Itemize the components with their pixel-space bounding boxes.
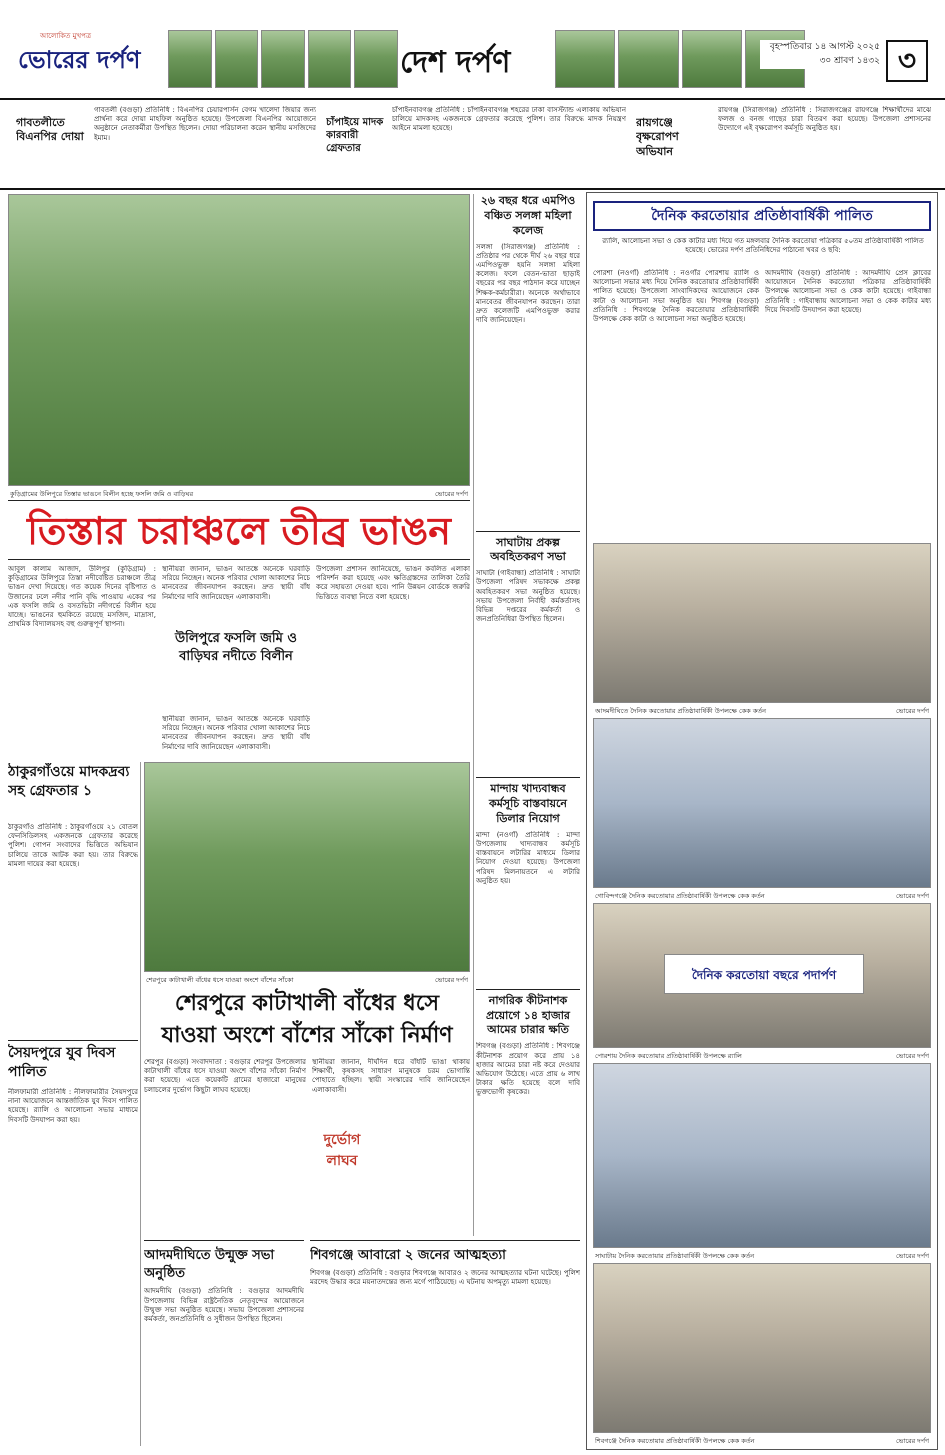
bottom-story-2 [310,1240,580,1445]
anniversary-caption-3: পোরশায় দৈনিক করতোয়ার প্রতিষ্ঠাবার্ষিকী উপলক্ষে র‍্যালি [595,1052,742,1060]
lead-caption-text: কুড়িগ্রামের উলিপুরে তিস্তার ভাঙনে বিলীন হচ্ছে ফসলি জমি ও বাড়িঘর [10,490,194,498]
anniversary-intro: র‍্যালি, আলোচনা সভা ও কেক কাটার মধ্য দিয়ে গত মঙ্গলবার দৈনিক করতোয়া পত্রিকার ৫০তম প্রতিষ্ঠাবার্ষিকী পালিত হয়েছে। ভোরের দর্পণ প্রতিনিধিদের পাঠানো খবর ও ছবি: [602,237,924,255]
bottom-story-1-text: আদমদীঘি (বগুড়া) প্রতিনিধি : বগুড়ার আদমদীঘি উপজেলায় বিভিন্ন রাষ্ট্রনৈতিক নেতৃবৃন্দের আয়োজনে উন্মুক্ত সভা অনুষ্ঠিত হয়েছে। সভায় উপজেলা প্রশাসনের কর্মকর্তা, জনপ্রতিনিধি ও সুধীজন উপস্থিত ছিলেন। [144,1287,304,1324]
logo: ভোরের দর্পণ [18,46,141,74]
anniversary-credit-2: ভোরের দর্পণ [896,892,929,900]
lead-subhead: উলিপুরে ফসলি জমি ও বাড়িঘর নদীতে বিলীন [175,631,297,665]
col2-story-1-headline: ২৬ বছর ধরে এমপিও বঞ্চিত সলঙ্গা মহিলা কলেজ [480,194,576,237]
anniversary-photo-5-caption [595,1436,929,1447]
anniversary-photo-3 [593,903,931,1048]
col2-story-4-headline: নাগরিক কীটনাশক প্রয়োগে ১৪ হাজার আমের চারার ক্ষতি [476,989,580,1039]
bridge-photo [144,762,470,972]
anniversary-caption-5: শিবগঞ্জে দৈনিক করতোয়ার প্রতিষ্ঠাবার্ষিকী উপলক্ষে কেক কর্তন [595,1437,755,1445]
anniversary-credit-1: ভোরের দর্পণ [896,707,929,715]
anniversary-photo-1 [593,543,931,703]
top-strip [0,102,945,190]
date-block [760,40,880,69]
anniversary-section [586,192,938,1450]
col2-story-2-headline: সাঘাটায় প্রকল্প অবহিতকরণ সভা [476,531,580,566]
masthead-photo-strip [168,30,398,88]
anniversary-photo-4-caption [595,1251,929,1262]
lead-text-3: উপজেলা প্রশাসন জানিয়েছে, ভাঙন কবলিত এলাকা পরিদর্শন করা হয়েছে এবং ক্ষতিগ্রস্তদের তালিকা তৈরি করে সহায়তা দেওয়া হবে। পানি উন্নয়ন বোর্ডকে জরুরি ভিত্তিতে ব্যবস্থা নিতে বলা হয়েছে। [316,565,470,601]
logo-tagline: আলোকিত মুখপত্র [40,32,91,40]
anniversary-photo-2-caption [595,891,929,902]
anniversary-photo-1-caption [595,706,929,717]
top-story-2-text: চাঁপাইনবাবগঞ্জ প্রতিনিধি : চাঁপাইনবাবগঞ্জ শহরের ঢাকা বাসস্ট্যান্ড এলাকায় অভিযান চালিয়ে মাদকসহ একজনকে গ্রেফতার করেছে পুলিশ। তার বিরুদ্ধে মাদক নিয়ন্ত্রণ আইনে মামলা হয়েছে। [392,106,626,133]
anniversary-photo-4 [593,1063,931,1248]
bottom-story-2-headline: শিবগঞ্জে আবারো ২ জনের আত্মহত্যা [310,1248,506,1263]
bridge-caption-credit: ভোরের দর্পণ [435,976,468,984]
saidpur-text: নীলফামারী প্রতিনিধি : নীলফামারীর সৈয়দপুরে নানা আয়োজনে আন্তর্জাতিক যুব দিবস পালিত হয়েছে। র‍্যালি ও আলোচনা সভার মাধ্যমে দিবসটি উদযাপন করা হয়। [8,1088,138,1124]
anniversary-caption-4: সাঘাটায় দৈনিক করতোয়ার প্রতিষ্ঠাবার্ষিকী উপলক্ষে কেক কর্তন [595,1252,755,1260]
bridge-text-2: স্থানীয়রা জানান, দীর্ঘদিন ধরে বাঁধটি ভাঙা থাকায় শিক্ষার্থী, কৃষকসহ সাধারণ মানুষকে চরম ভোগান্তি পোহাতে হচ্ছিল। স্থায়ী সংস্কারের দাবি জানিয়েছেন এলাকাবাসী। [312,1058,470,1094]
top-story-1 [16,106,316,186]
masthead [0,0,945,100]
top-story-2 [326,106,626,186]
top-story-2-headline: চাঁপাইয়ে মাদক কারবারী গ্রেফতার [326,117,384,154]
lead-text-1: আবুল কালাম আজাদ, উলিপুর (কুড়িগ্রাম) : কুড়িগ্রামের উলিপুরে তিস্তা নদীবেষ্টিত চরাঞ্চলে তীব্র ভাঙন দেখা দিয়েছে। গত কয়েক দিনের বৃষ্টিপাত ও উজানের ঢলে নদীর পানি বৃদ্ধি পাওয়ায় একের পর এক ফসলি জমি ও বসতভিটা নদীগর্ভে বিলীন হয়ে যাচ্ছে। ভাঙনের হুমকিতে রয়েছে মসজিদ, মাদ্রাসা, প্রাথমিক বিদ্যালয়সহ বহু গুরুত্বপূর্ণ স্থাপনা। [8,565,156,629]
anniversary-caption-2: গোবিন্দগঞ্জে দৈনিক করতোয়ার প্রতিষ্ঠাবার্ষিকী উপলক্ষে কেক কর্তন [595,892,765,900]
top-story-1-text: গাবতলী (বগুড়া) প্রতিনিধি : বিএনপির চেয়ারপার্সন বেগম খালেদা জিয়ার জন্য প্রার্থনা করে দোয়া মাহফিল অনুষ্ঠিত হয়েছে। উপজেলা বিএনপির আয়োজনে অনুষ্ঠানে নেতাকর্মীরা উপস্থিত ছিলেন। দোয়া পরিচালনা করেন স্থানীয় মসজিদের ইমাম। [94,106,316,142]
col2-story-2-text: সাঘাটা (গাইবান্ধা) প্রতিনিধি : সাঘাটা উপজেলা পরিষদ সভাকক্ষে প্রকল্প অবহিতকরণ সভা অনুষ্ঠিত হয়েছে। সভায় উপজেলা নির্বাহী কর্মকর্তাসহ বিভিন্ন দপ্তরের কর্মকর্তা ও জনপ্রতিনিধিরা উপস্থিত ছিলেন। [476,569,580,624]
col2-story-4-text: শিবগঞ্জ (বগুড়া) প্রতিনিধি : শিবগঞ্জে কীটনাশক প্রয়োগ করে প্রায় ১৪ হাজার আমের চারা নষ্ট করে দেওয়ার অভিযোগ উঠেছে। এতে প্রায় ৬ লাখ টাকার ক্ষতি হয়েছে বলে দাবি ভুক্তভোগী কৃষকের। [476,1042,580,1097]
anniversary-banner: দৈনিক করতোয়ার প্রতিষ্ঠাবার্ষিকী পালিত [593,201,931,231]
page-number: ৩ [886,40,928,82]
top-story-3 [636,106,931,186]
lead-text-3b: স্থানীয়রা জানান, ভাঙন আতঙ্কে অনেকে ঘরবাড়ি সরিয়ে নিচ্ছেন। অনেক পরিবার খোলা আকাশের নিচে মানবেতর জীবনযাপন করছেন। দ্রুত স্থায়ী বাঁধ নির্মাণের দাবি জানিয়েছেন এলাকাবাসী। [162,715,310,751]
lead-headline: তিস্তার চরাঞ্চলে তীব্র ভাঙন [8,500,470,560]
top-story-1-headline: গাবতলীতে বিএনপির দোয়া [16,116,84,144]
anniversary-photo-banner: দৈনিক করতোয়া বছরে পদার্পণ [664,954,864,994]
anniversary-photo-2 [593,718,931,888]
bridge-text-1: শেরপুর (বগুড়া) সংবাদদাতা : বগুড়ার শেরপুর উপজেলার কাটাখালী বাঁধের ধসে যাওয়া অংশে বাঁশের সাঁকো নির্মাণ করা হয়েছে। এতে কয়েকটি গ্রামের হাজারো মানুষের চলাচলের দুর্ভোগ কিছুটা লাঘব হয়েছে। [144,1058,306,1094]
col2-story-3-headline: মান্দায় খাদ্যবান্ধব কর্মসূচি বাস্তবায়নে ডিলার নিয়োগ [476,777,580,827]
anniversary-caption-1: আদমদীঘিতে দৈনিক করতোয়ার প্রতিষ্ঠাবার্ষিকী উপলক্ষে কেক কর্তন [595,707,767,715]
anniversary-photo-3-caption [595,1051,929,1062]
top-story-3-headline: রায়গঞ্জে বৃক্ষরোপণ অভিযান [636,116,679,158]
lead-photo [8,194,470,486]
bridge-subhead: দুর্ভোগ লাঘব [323,1132,361,1169]
bridge-caption-text: শেরপুরে কাটাখালী বাঁধের ধসে যাওয়া অংশে বাঁশের সাঁকো [146,976,294,984]
divider-lead-col2 [473,194,474,1236]
anniversary-text-right: আদমদীঘি (বগুড়া) প্রতিনিধি : আদমদীঘি প্রেস ক্লাবের আয়োজনে দৈনিক করতোয়া পত্রিকার প্রতিষ্ঠাবার্ষিকী উপলক্ষে আলোচনা সভা ও কেক কাটা হয়েছে। গাইবান্ধা প্রতিনিধি : গাইবান্ধায় আলোচনা সভা ও কেক কাটার মধ্য দিয়ে দিবসটি উদযাপন করা হয়েছে। [765,269,931,314]
bottom-story-1-headline: আদমদীঘিতে উন্মুক্ত সভা অনুষ্ঠিত [144,1248,275,1282]
bottom-story-2-text: শিবগঞ্জ (বগুড়া) প্রতিনিধি : বগুড়ার শিবগঞ্জে আবারও ২ জনের আত্মহত্যার ঘটনা ঘটেছে। পুলিশ মরদেহ উদ্ধার করে ময়নাতদন্তের জন্য মর্গে পাঠিয়েছে। এ ঘটনায় অপমৃত্যু মামলা হয়েছে। [310,1269,580,1287]
thakurgaon-text: ঠাকুরগাঁও প্রতিনিধি : ঠাকুরগাঁওয়ে ২১ বোতল ফেনসিডিলসহ একজনকে গ্রেফতার করেছে পুলিশ। গোপন সংবাদের ভিত্তিতে অভিযান চালিয়ে তাকে আটক করা হয়। তার বিরুদ্ধে মামলা দায়ের করা হয়েছে। [8,823,138,868]
logo-block [18,30,168,80]
lead-text-2: স্থানীয়রা জানান, ভাঙন আতঙ্কে অনেকে ঘরবাড়ি সরিয়ে নিচ্ছেন। অনেক পরিবার খোলা আকাশের নিচে মানবেতর জীবনযাপন করছেন। দ্রুত স্থায়ী বাঁধ নির্মাণের দাবি জানিয়েছেন এলাকাবাসী। [162,565,310,601]
anniversary-credit-4: ভোরের দর্পণ [896,1252,929,1260]
divider-small-col [140,762,141,1446]
lead-caption-credit: ভোরের দর্পণ [435,490,468,498]
anniversary-photo-5 [593,1263,931,1433]
bridge-photo-caption [146,975,468,986]
anniversary-credit-5: ভোরের দর্পণ [896,1437,929,1445]
lead-photo-caption [10,489,468,500]
saidpur-headline: সৈয়দপুরে যুব দিবস পালিত [8,1040,138,1082]
column-2 [476,194,580,1236]
thakurgaon-headline: ঠাকুরগাঁওয়ে মাদকদ্রব্য সহ গ্রেফতার ১ [8,764,130,799]
date-line-2: ৩০ শ্রাবণ ১৪৩২ [760,54,880,68]
anniversary-text-left: পোরশা (নওগাঁ) প্রতিনিধি : নওগাঁর পোরশায় র‍্যালি ও আলোচনা সভার মধ্য দিয়ে দৈনিক করতোয়ার প্রতিষ্ঠাবার্ষিকী পালিত হয়েছে। উপজেলা সাংবাদিকদের আয়োজনে কেক কাটা ও আলোচনা সভা অনুষ্ঠিত হয়। শিবগঞ্জ (বগুড়া) প্রতিনিধি : শিবগঞ্জে দৈনিক করতোয়ার প্রতিষ্ঠাবার্ষিকী উপলক্ষে কেক কাটা ও আলোচনা সভা অনুষ্ঠিত হয়েছে। [593,269,759,324]
bridge-headline: শেরপুরে কাটাখালী বাঁধের ধসে যাওয়া অংশে বাঁশের সাঁকো নির্মাণ [161,991,453,1048]
section-title: দেশ দর্পণ [400,45,511,80]
top-story-3-text: রায়গঞ্জ (সিরাজগঞ্জ) প্রতিনিধি : সিরাজগঞ্জের রায়গঞ্জে শিক্ষার্থীদের মাঝে ফলজ ও বনজ গাছের চারা বিতরণ করা হয়েছে। উপজেলা প্রশাসনের উদ্যোগে এই বৃক্ষরোপণ কর্মসূচি অনুষ্ঠিত হয়। [718,106,931,133]
bottom-story-1 [144,1240,304,1445]
date-line-1: বৃহস্পতিবার ১৪ আগস্ট ২০২৫ [760,40,880,54]
col2-story-3-text: মান্দা (নওগাঁ) প্রতিনিধি : মান্দা উপজেলায় খাদ্যবান্ধব কর্মসূচি বাস্তবায়নে লটারির মাধ্যমে ডিলার নিয়োগ দেওয়া হয়েছে। উপজেলা পরিষদ মিলনায়তনে এ লটারি অনুষ্ঠিত হয়। [476,830,580,885]
col2-story-1-text: সলঙ্গা (সিরাজগঞ্জ) প্রতিনিধি : প্রতিষ্ঠার পর থেকে দীর্ঘ ২৬ বছর ধরে এমপিওভুক্ত হয়নি সলঙ্গা মহিলা কলেজ। ফলে বেতন-ভাতা ছাড়াই বছরের পর বছর পাঠদান করে যাচ্ছেন শিক্ষক-কর্মচারীরা। অনেকে অর্থাভাবে মানবেতর জীবনযাপন করছেন। তারা দ্রুত কলেজটি এমপিওভুক্ত করার দাবি জানিয়েছেন। [476,242,580,325]
anniversary-credit-3: ভোরের দর্পণ [896,1052,929,1060]
